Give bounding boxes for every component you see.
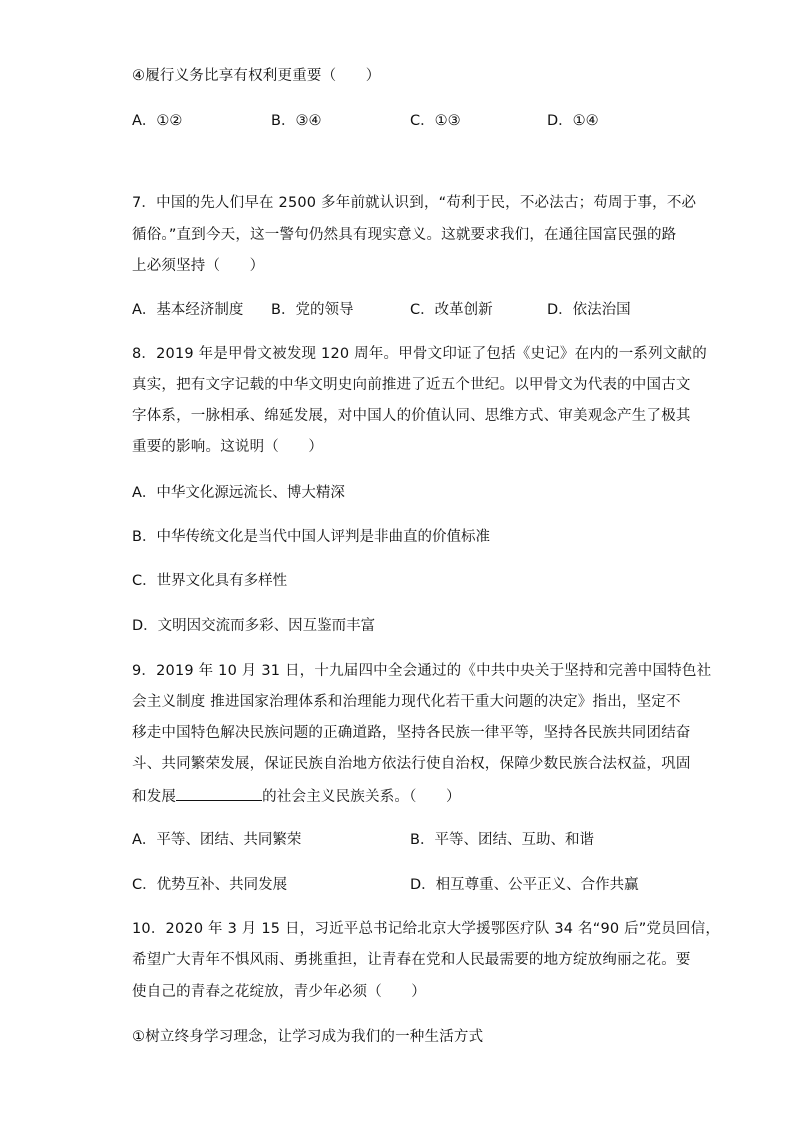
q10-statement-1: ①树立终身学习理念，让学习成为我们的一种生活方式 bbox=[132, 1029, 484, 1045]
q8-stem-line-1: 8．2019 年是甲骨文被发现 120 周年。甲骨文印证了包括《史记》在内的一系列文献的 bbox=[132, 346, 707, 362]
q8-option-d[interactable]: D．文明因交流而多彩、因互鉴而丰富 bbox=[132, 618, 376, 634]
q7-option-a[interactable]: A．基本经济制度 bbox=[132, 302, 244, 318]
q8-option-a[interactable]: A．中华文化源远流长、博大精深 bbox=[132, 485, 345, 501]
q9-stem-line-1: 9．2019 年 10 月 31 日，十九届四中全会通过的《中共中央关于坚持和完善中国特色社 bbox=[132, 663, 712, 679]
q6-option-c[interactable]: C．①③ bbox=[410, 113, 461, 129]
q9-option-b[interactable]: B．平等、团结、互助、和谐 bbox=[410, 832, 594, 848]
q10-stem-line-3: 使自己的青春之花绽放，青少年必须（ ） bbox=[132, 984, 426, 1000]
q10-stem-line-1: 10．2020 年 3 月 15 日，习近平总书记给北京大学援鄂医疗队 34 名“90 后”党员回信， bbox=[132, 921, 721, 937]
q9-stem-line-3: 移走中国特色解决民族问题的正确道路，坚持各民族一律平等，坚持各民族共同团结奋 bbox=[132, 725, 691, 741]
q9-option-c[interactable]: C．优势互补、共同发展 bbox=[132, 877, 288, 893]
q9-stem-line-4: 斗、共同繁荣发展，保证民族自治地方依法行使自治权，保障少数民族合法权益，巩固 bbox=[132, 756, 691, 772]
q6-statement-4: ④履行义务比享有权利更重要（ ） bbox=[132, 68, 381, 84]
q7-stem-line-3: 上必须坚持（ ） bbox=[132, 258, 265, 274]
q7-option-b[interactable]: B．党的领导 bbox=[271, 302, 354, 318]
q9-fill-blank bbox=[176, 786, 262, 801]
q7-stem-line-1: 7．中国的先人们早在 2500 多年前就认识到，“苟利于民，不必法古；苟周于事，不必 bbox=[132, 195, 697, 211]
q8-stem-line-4: 重要的影响。这说明（ ） bbox=[132, 439, 324, 455]
q9-option-a[interactable]: A．平等、团结、共同繁荣 bbox=[132, 832, 302, 848]
q7-option-c[interactable]: C．改革创新 bbox=[410, 302, 493, 318]
q9-option-d[interactable]: D．相互尊重、公平正义、合作共赢 bbox=[410, 877, 639, 893]
q8-option-c[interactable]: C．世界文化具有多样性 bbox=[132, 573, 288, 589]
q9-text-after-blank: 的社会主义民族关系。（ ） bbox=[262, 789, 461, 805]
q6-option-a[interactable]: A．①② bbox=[132, 113, 183, 129]
q6-option-d[interactable]: D．①④ bbox=[547, 113, 599, 129]
q7-option-d[interactable]: D．依法治国 bbox=[547, 302, 631, 318]
q8-stem-line-3: 字体系，一脉相承、绵延发展，对中国人的价值认同、思维方式、审美观念产生了极其 bbox=[132, 408, 691, 424]
q10-stem-line-2: 希望广大青年不惧风雨、勇挑重担，让青春在党和人民最需要的地方绽放绚丽之花。要 bbox=[132, 952, 691, 968]
q6-option-b[interactable]: B．③④ bbox=[271, 113, 322, 129]
q9-stem-line-5 bbox=[132, 786, 461, 807]
q9-stem-line-2: 会主义制度 推进国家治理体系和治理能力现代化若干重大问题的决定》指出，坚定不 bbox=[132, 694, 681, 710]
q8-option-b[interactable]: B．中华传统文化是当代中国人评判是非曲直的价值标准 bbox=[132, 529, 490, 545]
q8-stem-line-2: 真实，把有文字记载的中华文明史向前推进了近五个世纪。以甲骨文为代表的中国古文 bbox=[132, 377, 691, 393]
q9-text-before-blank: 和发展 bbox=[132, 789, 177, 805]
q7-stem-line-2: 循俗。”直到今天，这一警句仍然具有现实意义。这就要求我们，在通往国富民强的路 bbox=[132, 227, 677, 243]
